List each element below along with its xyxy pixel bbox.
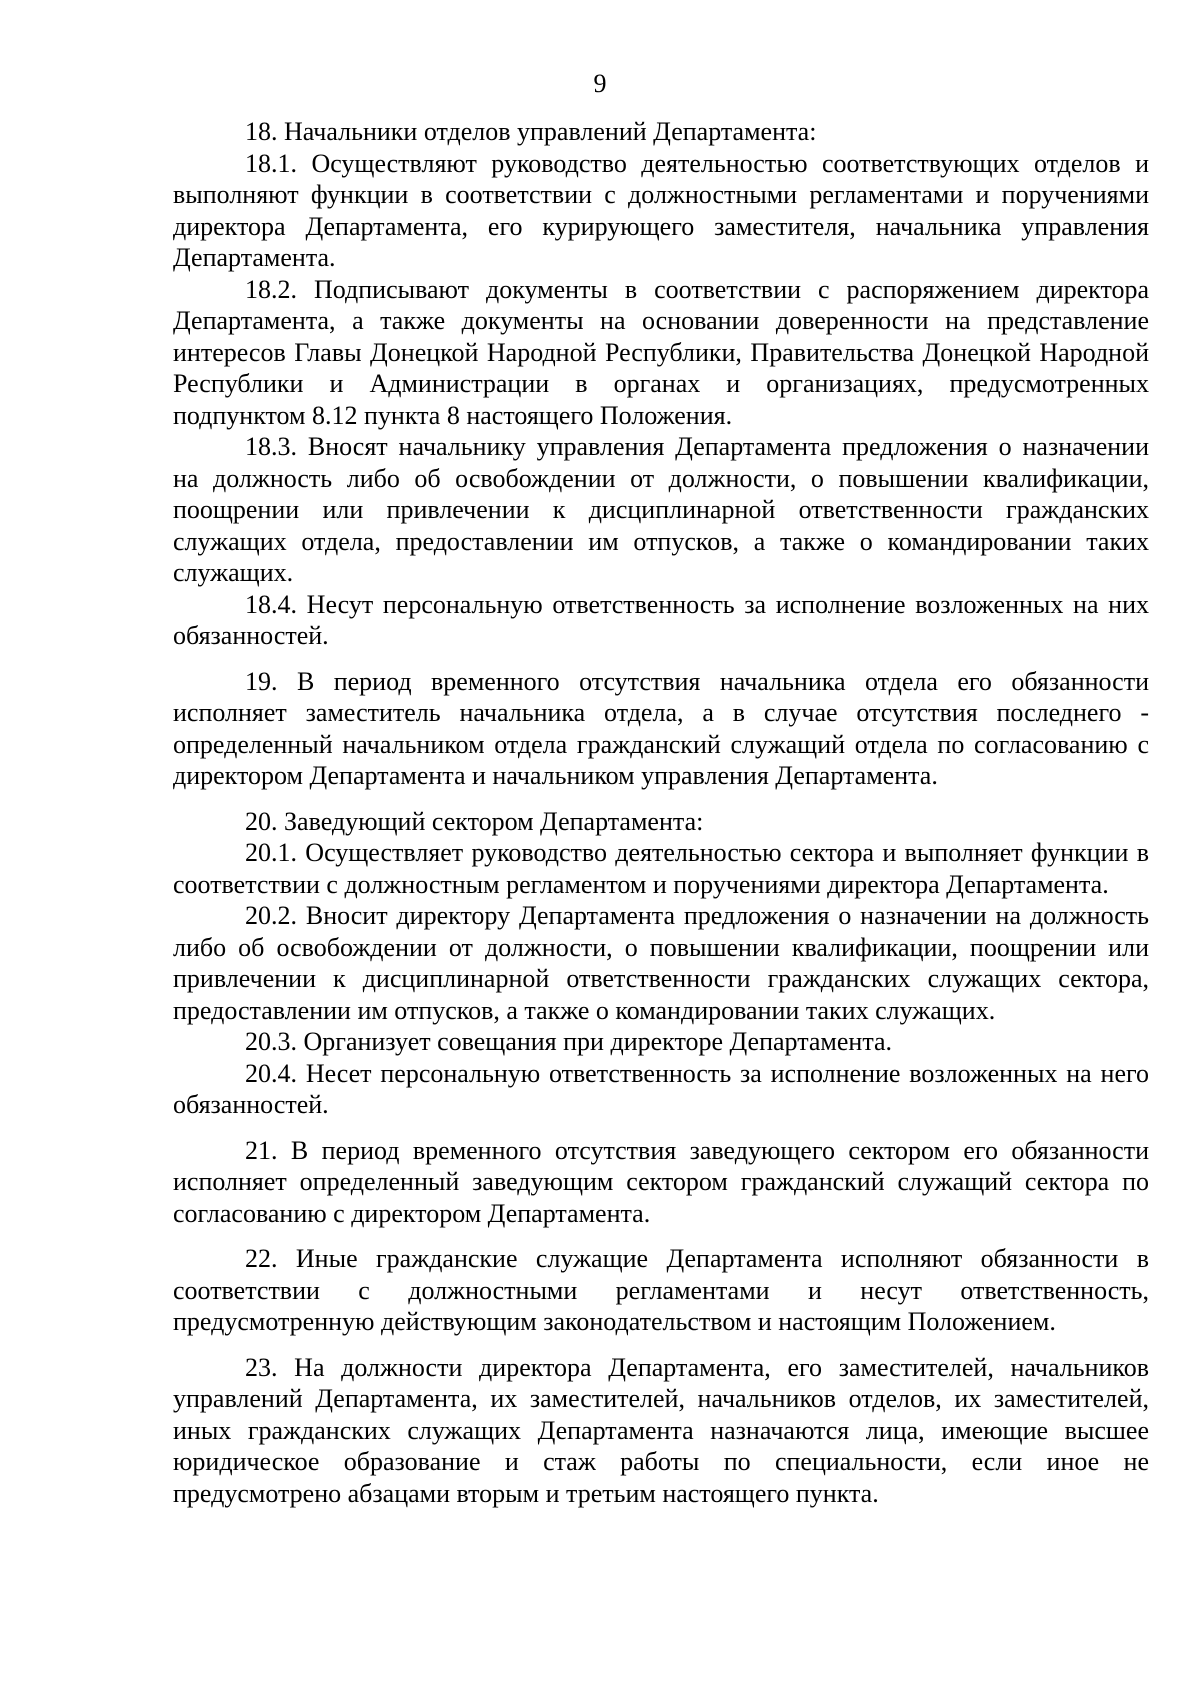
paragraph-20-1: 20.1. Осуществляет руководство деятельностью сектора и выполняет функции в соответствии с должностным регламентом и поручениями директора Департамента. (173, 838, 1149, 899)
paragraph-18-1: 18.1. Осуществляют руководство деятельностью соответствующих отделов и выполняют функции в соответствии с должностными регламентами и поручениями директора Департамента, его курирующего заместителя, начальника управления Департамента. (173, 148, 1149, 272)
paragraph-18-2: 18.2. Подписывают документы в соответствии с распоряжением директора Департамента, а также документы на основании доверенности на представление интересов Главы Донецкой Народной Республики, Правительства Донецкой Народной Республики и Администрации в органах и организациях, предусмотренных подпунктом 8.12 пункта 8 настоящего Положения. (173, 274, 1149, 430)
paragraph-18-3: 18.3. Вносят начальнику управления Департамента предложения о назначении на должность либо об освобождении от должности, о повышении квалификации, поощрении или привлечении к дисциплинарной ответственности гражданских служащих отдела, предоставлении им отпусков, а также о командировании таких служащих. (173, 432, 1149, 587)
paragraph-20-3: 20.3. Организует совещания при директоре Департамента. (245, 1027, 893, 1056)
paragraph-20: 20. Заведующий сектором Департамента: (245, 806, 704, 836)
paragraph-21: 21. В период временного отсутствия заведующего сектором его обязанности исполняет определенный заведующим сектором гражданский служащий сектора по согласованию с директором Департамента. (173, 1135, 1149, 1228)
paragraph-22: 22. Иные гражданские служащие Департамента исполняют обязанности в соответствии с должностными регламентами и несут ответственность, предусмотренную действующим законодательством и настоящим Положением. (173, 1244, 1149, 1336)
document-body (173, 116, 1149, 1509)
page-number: 9 (593, 69, 607, 98)
paragraph-20-2: 20.2. Вносит директору Департамента предложения о назначении на должность либо об освобождении от должности, о повышении квалификации, поощрении или привлечении к дисциплинарной ответственности гражданских служащих сектора, предоставлении им отпусков, а также о командировании таких служащих. (173, 901, 1149, 1025)
paragraph-18-4: 18.4. Несут персональную ответственность за исполнение возложенных на них обязанностей. (173, 589, 1149, 650)
paragraph-19: 19. В период временного отсутствия начальника отдела его обязанности исполняет заместитель начальника отдела, а в случае отсутствия последнего - определенный начальником отдела гражданский служащий отдела по согласованию с директором Департамента и начальником управления Департамента. (173, 666, 1149, 790)
paragraph-20-4: 20.4. Несет персональную ответственность за исполнение возложенных на него обязанностей. (173, 1058, 1149, 1119)
paragraph-23: 23. На должности директора Департамента, его заместителей, начальников управлений Департамента, их заместителей, начальников отделов, их заместителей, иных гражданских служащих Департамента назначаются лица, имеющие высшее юридическое образование и стаж работы по специальности, если иное не предусмотрено абзацами вторым и третьим настоящего пункта. (173, 1352, 1149, 1508)
paragraph-18: 18. Начальники отделов управлений Департамента: (245, 117, 817, 146)
